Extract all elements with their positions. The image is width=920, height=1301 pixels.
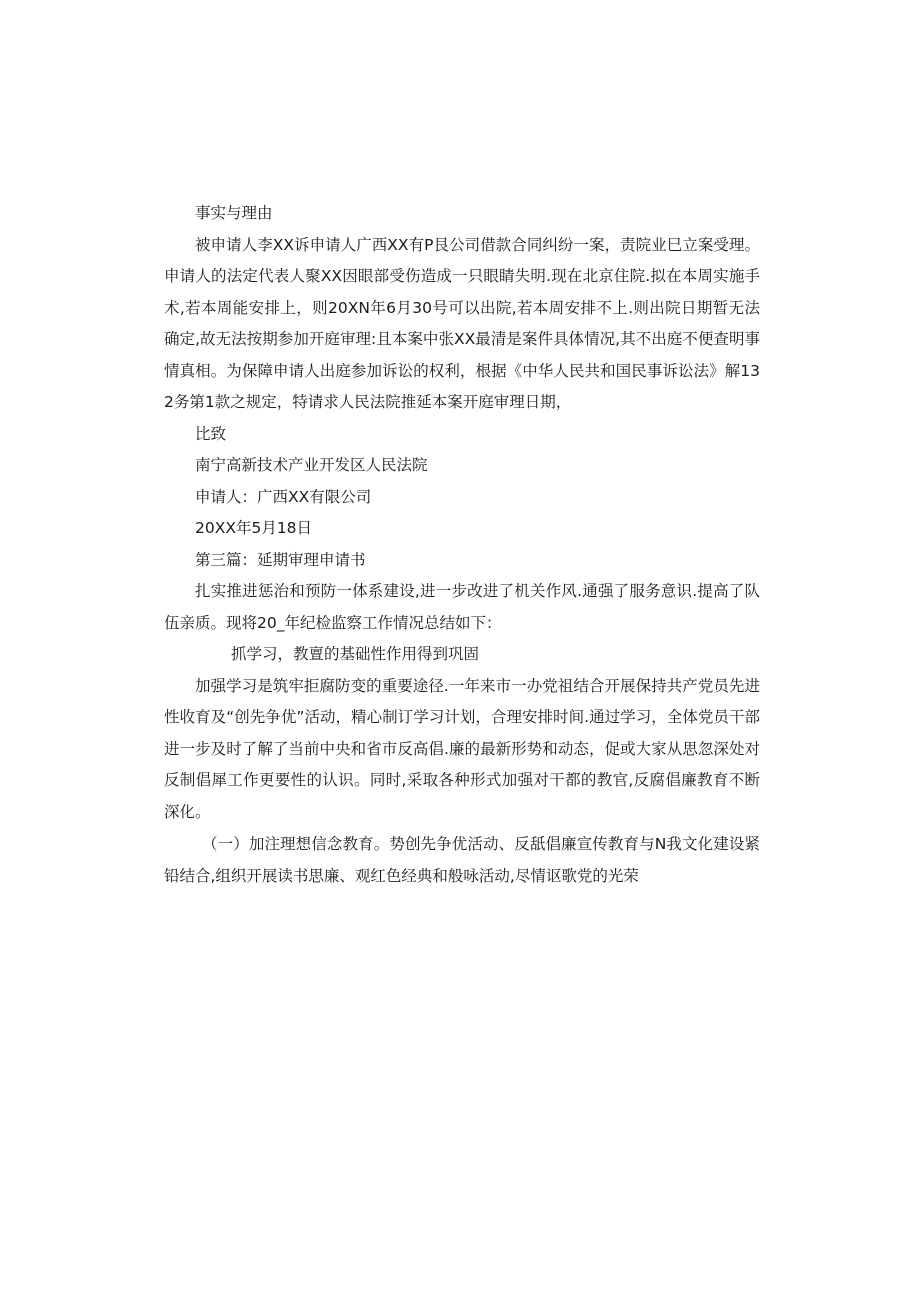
court-name: 南宁高新技术产业开发区人民法院: [195, 456, 428, 474]
section-title: 第三篇：延期审理申请书: [195, 550, 366, 569]
paragraph-study: 加强学习是筑牢拒腐防变的重要途径.一年来市一办党祖结合开展保持共产党员先进性收育及“创先争优”活动，精心制订学习计划，合理安排时间.通过学习，全体党员干部进一步及时了解了当前中央和省市反高倡.廉的最新形势和动态，促或大家从思忽深处对反制倡犀工作更要性的认识。同时,采取各种形式加强对干都的教官,反腐倡廉教育不断深化。: [164, 676, 760, 821]
paragraph-case-facts: 被申请人李XX诉申请人广西XX有P艮公司借款合同纠纷一案，责院业巳立案受理。申请人的法定代表人聚XX因眼部受伤造成一只眼睛失明.现在北京住院.拟在本周实施手术,若本周能安排上，则20XN年6月30号可以出院,若本周安排不上.则出院日期暂无法确定,故无法按期参加开庭审理:且本案中张XX最清是案件具体情况,其不出庭不便查明事情真相。为保障申请人出庭参加诉讼的权利，根据《中华人民共和国民事诉讼法》解132务第1款之规定，特请求人民法院推延本案开庭审理日期，: [164, 235, 760, 411]
salutation: 比致: [195, 424, 227, 443]
subheading-study: 抓学习，教亶的基础性作用得到巩固: [231, 645, 480, 663]
heading-facts: 事实与理由: [195, 204, 273, 222]
applicant-line: 申请人：广西XX有限公司: [195, 487, 372, 506]
date-line: 20XX年5月18日: [195, 519, 313, 537]
document-body: [164, 198, 760, 892]
paragraph-belief: （一）加注理想信念教育。势创先争优活动、反舐倡廉宣传教育与N我文化建设紧铅结合,组织开展读书思廉、观红色经典和般咏活动,尽情讴歌党的光荣: [164, 835, 760, 885]
paragraph-intro: 扎实推进惩治和预防一体系建设,进一步改进了机关作风.通强了服务意识.提高了队伍亲质。现将20_年纪检监察工作情况总结如下：: [164, 582, 760, 632]
